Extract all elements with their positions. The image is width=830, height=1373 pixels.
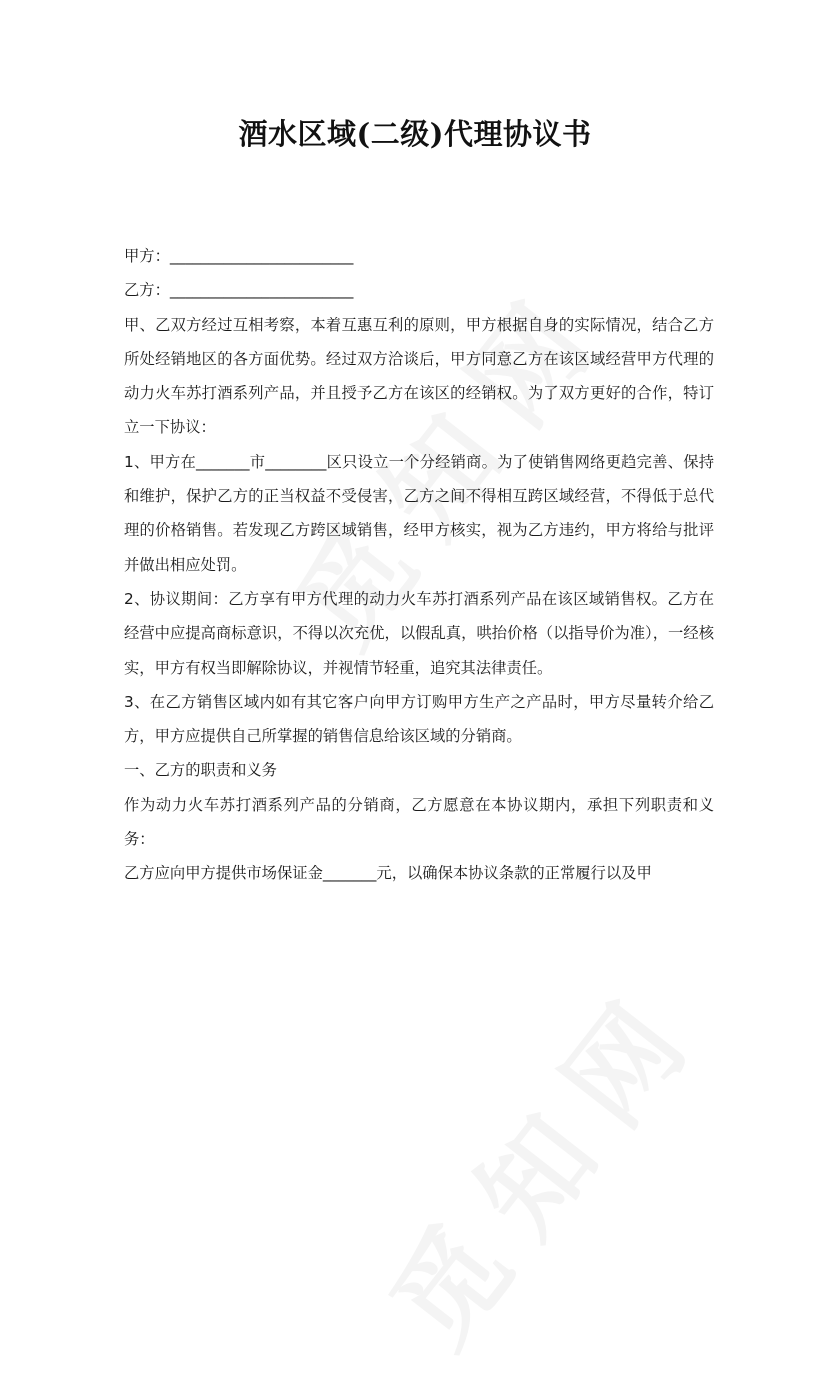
paragraph-clause-1: 1、甲方在_______市________区只设立一个分经销商。为了使销售网络更趋完善、保持和维护，保护乙方的正当权益不受侵害，乙方之间不得相互跨区域经营，不得低于总代理的价格销售。若发现乙方跨区域销售，经甲方核实，视为乙方违约，甲方将给与批评并做出相应处罚。 [124,452,714,574]
paragraph-clause-3: 3、在乙方销售区域内如有其它客户向甲方订购甲方生产之产品时，甲方尽量转介给乙方，甲方应提供自己所掌握的销售信息给该区域的分销商。 [124,692,714,746]
document-body [124,239,714,891]
paragraph-clause-2: 2、协议期间：乙方享有甲方代理的动力火车苏打酒系列产品在该区域销售权。乙方在经营中应提高商标意识，不得以次充优，以假乱真，哄抬价格（以指导价为准），一经核实，甲方有权当即解除协议，并视情节轻重，追究其法律责任。 [124,589,714,677]
watermark [348,945,731,1373]
paragraph-deposit: 乙方应向甲方提供市场保证金_______元，以确保本协议条款的正常履行以及甲 [124,864,652,883]
party-b-line: 乙方：________________________ [124,281,354,300]
party-a-line: 甲方：________________________ [124,247,354,265]
paragraph-duties-intro: 作为动力火车苏打酒系列产品的分销商，乙方愿意在本协议期内，承担下列职责和义务： [124,795,714,849]
section-heading: 一、乙方的职责和义务 [124,761,277,780]
paragraph-preamble: 甲、乙双方经过互相考察，本着互惠互利的原则，甲方根据自身的实际情况，结合乙方所处经销地区的各方面优势。经过双方洽谈后，甲方同意乙方在该区域经营甲方代理的动力火车苏打酒系列产品，并且授予乙方在该区的经销权。为了双方更好的合作，特订立一下协议： [124,315,714,437]
document-title: 酒水区域(二级)代理协议书 [238,117,592,151]
